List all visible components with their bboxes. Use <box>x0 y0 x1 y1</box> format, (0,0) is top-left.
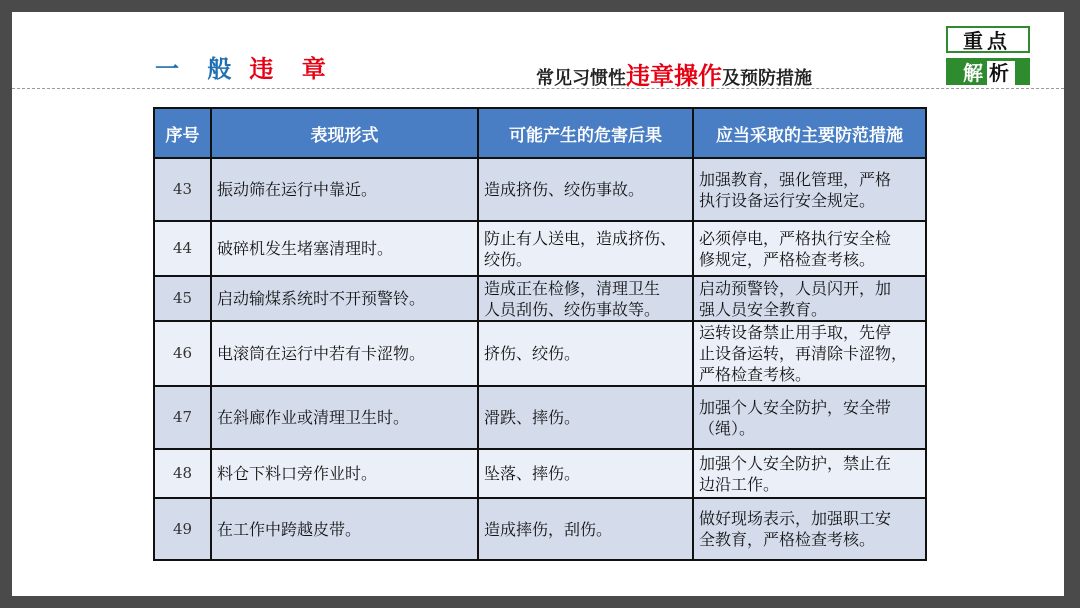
row-number: 48 <box>154 449 211 498</box>
measure-line: 修规定，严格检查考核。 <box>699 249 876 269</box>
row-form: 料仓下料口旁作业时。 <box>211 449 478 498</box>
harm-line: 绞伤。 <box>484 249 533 269</box>
row-harm <box>478 498 693 560</box>
subtitle-prefix: 常见习惯性 <box>536 68 626 89</box>
measure-line: 严格检查考核。 <box>699 365 812 384</box>
subtitle-suffix: 及预防措施 <box>722 68 812 89</box>
row-harm <box>478 276 693 321</box>
measure-line: 加强教育，强化管理，严格 <box>699 169 892 189</box>
badge-char-2: 点 <box>987 29 1011 53</box>
table-row <box>154 449 926 498</box>
table-header-row <box>154 108 926 158</box>
harm-line: 挤伤、绞伤。 <box>484 344 581 363</box>
slide-title <box>155 49 336 84</box>
header-no: 序号 <box>154 108 211 158</box>
measure-line: 运转设备禁止用手取，先停 <box>699 323 892 342</box>
table-row <box>154 498 926 560</box>
title-violation: 违 章 <box>249 55 336 83</box>
measure-line: 止设备运转，再清除卡涩物， <box>699 344 908 363</box>
table-row <box>154 386 926 449</box>
table-row <box>154 158 926 221</box>
row-form: 在工作中跨越皮带。 <box>211 498 478 560</box>
row-number: 44 <box>154 221 211 276</box>
badge-bottom <box>946 58 1030 85</box>
violation-table <box>153 107 927 561</box>
measure-line: 必须停电，严格执行安全检 <box>699 228 892 248</box>
table-row <box>154 276 926 321</box>
row-measure <box>693 221 926 276</box>
table-row <box>154 221 926 276</box>
row-number: 47 <box>154 386 211 449</box>
header-divider <box>12 88 1064 89</box>
measure-line: 全教育，严格检查考核。 <box>699 530 876 549</box>
row-measure <box>693 276 926 321</box>
subtitle-highlight: 违章操作 <box>626 62 722 90</box>
row-harm <box>478 158 693 221</box>
header-harm: 可能产生的危害后果 <box>478 108 693 158</box>
row-measure <box>693 158 926 221</box>
row-measure <box>693 498 926 560</box>
measure-line: 做好现场表示，加强职工安 <box>699 509 892 528</box>
measure-line: 边沿工作。 <box>699 474 780 494</box>
row-form: 启动输煤系统时不开预警铃。 <box>211 276 478 321</box>
slide-subtitle <box>536 56 812 91</box>
badge-char-3: 解 <box>963 61 987 85</box>
row-harm <box>478 449 693 498</box>
slide <box>12 12 1064 596</box>
row-form: 振动筛在运行中靠近。 <box>211 158 478 221</box>
row-harm <box>478 386 693 449</box>
header-form: 表现形式 <box>211 108 478 158</box>
measure-line: 执行设备运行安全规定。 <box>699 190 876 210</box>
harm-line: 滑跌、摔伤。 <box>484 408 581 427</box>
row-harm <box>478 221 693 276</box>
badge-top <box>946 26 1030 53</box>
measure-line: 加强个人安全防护，安全带 <box>699 397 892 417</box>
row-measure <box>693 449 926 498</box>
harm-line: 造成摔伤，刮伤。 <box>484 519 613 539</box>
row-number: 43 <box>154 158 211 221</box>
row-number: 49 <box>154 498 211 560</box>
harm-line: 造成正在检修，清理卫生 <box>484 278 661 298</box>
header-measure: 应当采取的主要防范措施 <box>693 108 926 158</box>
measure-line: 启动预警铃，人员闪开，加 <box>699 278 892 298</box>
harm-line: 造成挤伤、绞伤事故。 <box>484 180 645 199</box>
title-general: 一 般 <box>155 55 242 83</box>
row-form: 在斜廊作业或清理卫生时。 <box>211 386 478 449</box>
row-form: 破碎机发生堵塞清理时。 <box>211 221 478 276</box>
row-harm <box>478 321 693 386</box>
badge-char-4: 析 <box>989 61 1013 85</box>
measure-line: （绳）。 <box>699 418 756 438</box>
harm-line: 坠落、摔伤。 <box>484 464 581 483</box>
badge-char-1: 重 <box>963 29 987 53</box>
row-form: 电滚筒在运行中若有卡涩物。 <box>211 321 478 386</box>
harm-line: 人员刮伤、绞伤事故等。 <box>484 299 661 319</box>
row-measure <box>693 386 926 449</box>
key-analysis-badge <box>946 26 1032 88</box>
row-number: 46 <box>154 321 211 386</box>
measure-line: 强人员安全教育。 <box>699 299 828 319</box>
harm-line: 防止有人送电，造成挤伤、 <box>484 228 677 248</box>
row-number: 45 <box>154 276 211 321</box>
table-row <box>154 321 926 386</box>
row-measure <box>693 321 926 386</box>
measure-line: 加强个人安全防护，禁止在 <box>699 453 892 473</box>
